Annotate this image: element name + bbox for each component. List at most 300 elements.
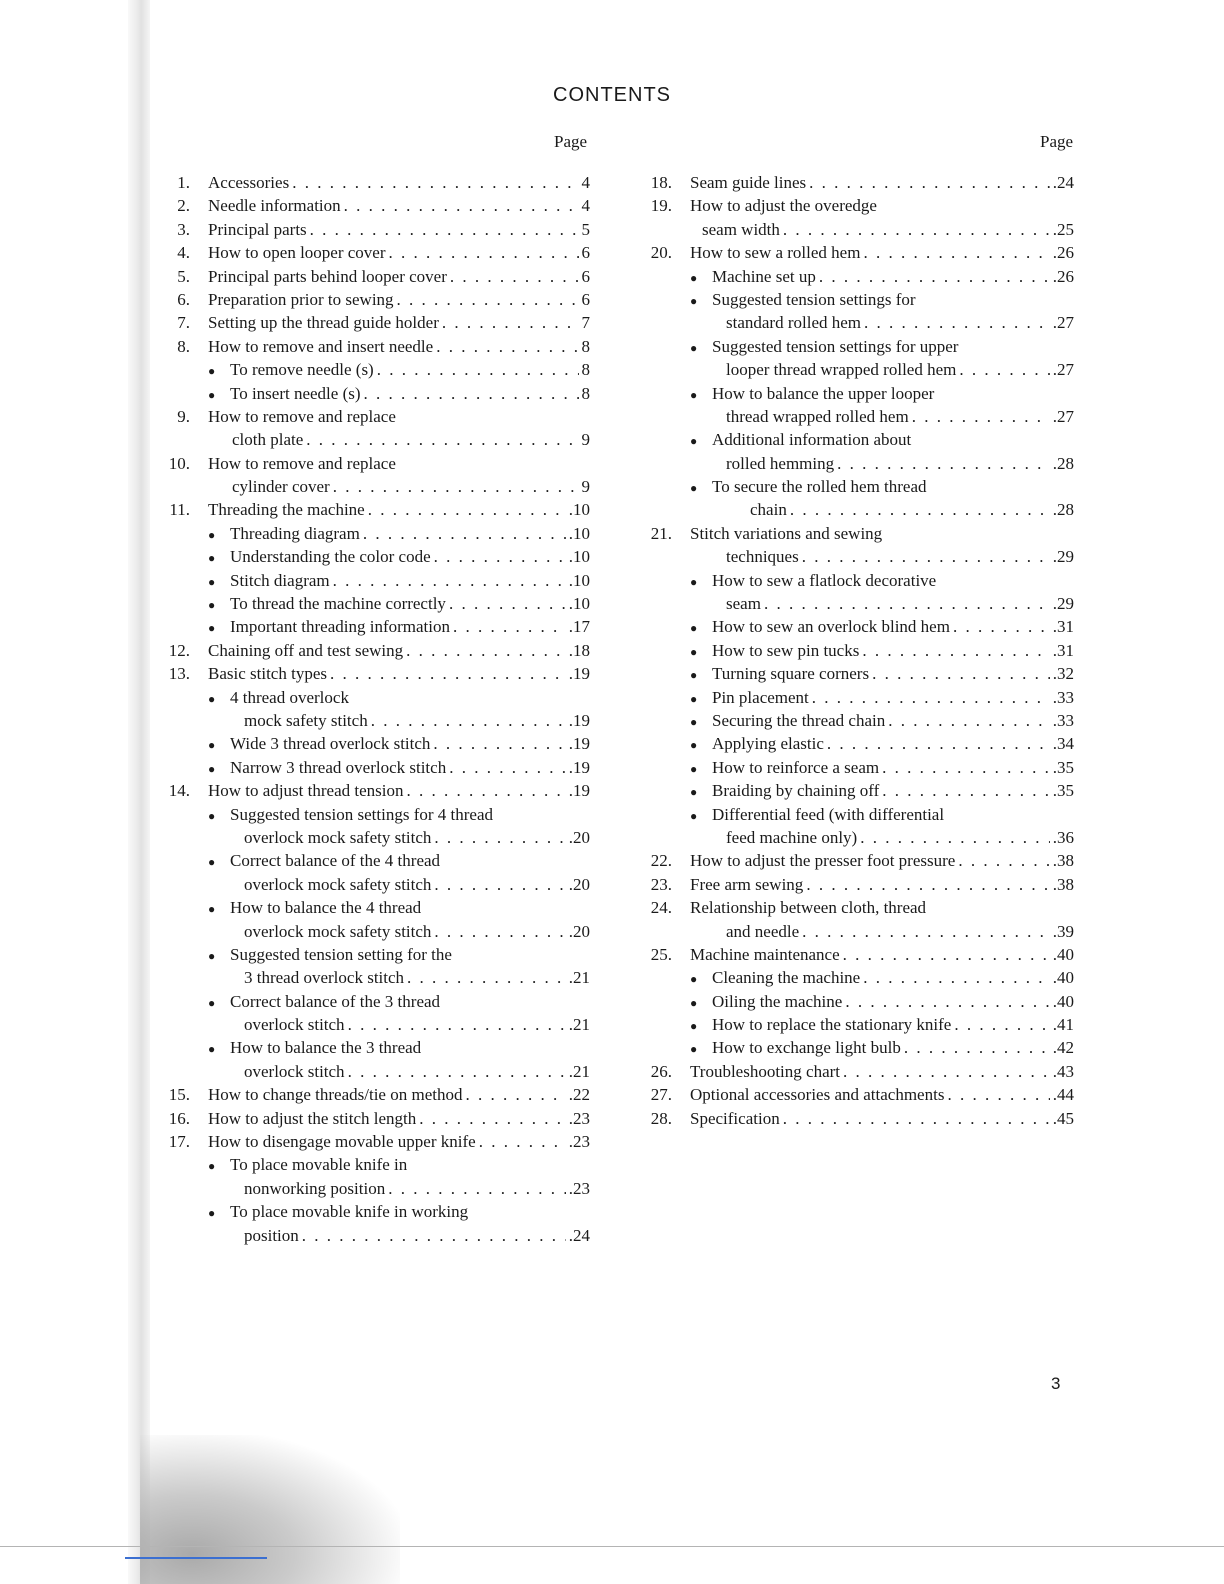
toc-page-number: .27 [1052,313,1074,333]
page-number: 3 [1051,1374,1061,1393]
toc-item-number: 24. [650,898,672,918]
toc-row [642,662,1074,685]
toc-page-number: .31 [1052,617,1074,637]
bullet-icon: ● [690,691,698,706]
toc-page-number: .20 [568,874,590,894]
toc-row [160,1224,590,1247]
toc-row [642,475,1074,498]
toc-entry-title: How to balance the 4 thread [230,898,422,918]
dot-leader [888,709,1050,732]
dot-leader [845,990,1049,1013]
toc-entry-title: To insert needle (s) [230,383,361,403]
toc-row [160,545,590,568]
bullet-icon: ● [208,598,216,613]
bullet-icon: ● [690,481,698,496]
toc-entry-title: How to sew a flatlock decorative [712,570,937,590]
toc-row [642,382,1074,405]
dot-leader [310,218,579,241]
toc-entry-title: standard rolled hem [726,313,862,333]
toc-page-number: .24 [1052,173,1074,192]
toc-item-number: 13. [168,664,190,684]
toc-page-number: .19 [568,781,590,801]
toc-entry-title: Basic stitch types [208,664,327,684]
dot-leader [802,545,1050,568]
dot-leader [959,358,1049,381]
toc-entry-title: To secure the rolled hem thread [712,477,927,497]
toc-entry-title: Wide 3 thread overlock stitch [230,734,431,754]
toc-row [642,171,1074,194]
toc-entry-title: Specification [690,1108,780,1128]
toc-page-number: .10 [568,523,590,543]
dot-leader [947,1083,1049,1106]
toc-row [160,592,590,615]
toc-entry-title: To place movable knife in working [230,1202,469,1222]
toc-page-number: .33 [1052,687,1074,707]
dot-leader [434,920,565,943]
bullet-icon: ● [208,574,216,589]
toc-row [642,849,1074,872]
toc-entry-title: position [244,1225,299,1245]
toc-page-number: .32 [1052,664,1074,684]
toc-row [160,1200,590,1223]
toc-page-number: .24 [568,1225,590,1245]
toc-row [160,288,590,311]
dot-leader [819,265,1050,288]
toc-entry-title: Suggested tension setting for the [230,944,452,964]
toc-row [642,803,1074,826]
toc-row [642,1107,1074,1130]
toc-page-number: .38 [1052,874,1074,894]
dot-leader [333,475,579,498]
bullet-icon: ● [690,270,698,285]
toc-entry-title: Suggested tension settings for upper [712,336,959,356]
toc-page-number: 5 [581,219,590,239]
toc-entry-title: chain [750,500,787,520]
toc-page-number: .21 [568,1015,590,1035]
dot-leader [371,709,566,732]
bullet-icon: ● [690,738,698,753]
toc-row [642,873,1074,896]
toc-row [642,288,1074,311]
toc-row [160,265,590,288]
toc-row [642,920,1074,943]
toc-item-number: 20. [650,243,672,263]
dot-leader [912,405,1050,428]
toc-entry-title: Understanding the color code [230,547,431,567]
dot-leader [389,241,579,264]
toc-row [160,311,590,334]
toc-page-number: 6 [581,243,590,263]
dot-leader [827,732,1050,755]
bullet-icon: ● [208,387,216,402]
toc-row [160,522,590,545]
toc-row [160,1130,590,1153]
dot-leader [397,288,579,311]
toc-row [160,1177,590,1200]
toc-row [642,709,1074,732]
dot-leader [453,615,566,638]
toc-page-number: .39 [1052,921,1074,941]
toc-page-number: .41 [1052,1015,1074,1035]
toc-page-number: .21 [568,968,590,988]
toc-entry-title: nonworking position [244,1178,386,1198]
toc-row [160,873,590,896]
blue-underline-mark [125,1557,267,1559]
toc-page-number: .20 [568,921,590,941]
toc-item-number: 22. [650,851,672,871]
toc-page-number: .27 [1052,360,1074,380]
toc-row [160,990,590,1013]
dot-leader [450,265,579,288]
dot-leader [292,171,578,194]
dot-leader [860,826,1050,849]
toc-row [160,826,590,849]
toc-item-number: 25. [650,944,672,964]
toc-entry-title: How to balance the upper looper [712,383,935,403]
toc-entry-title: Turning square corners [712,664,870,684]
toc-page-number: .31 [1052,640,1074,660]
toc-entry-title: How to remove and replace [208,453,396,473]
toc-row [160,569,590,592]
toc-item-number: 28. [650,1108,672,1128]
toc-page-number: 6 [581,289,590,309]
dot-leader [465,1083,565,1106]
toc-page-number: .27 [1052,406,1074,426]
toc-row [160,779,590,802]
toc-entry-title: How to sew a rolled hem [690,243,861,263]
dot-leader [812,686,1050,709]
dot-leader [449,592,566,615]
toc-row [642,522,1074,545]
toc-entry-title: mock safety stitch [244,710,368,730]
toc-page-number: .29 [1052,594,1074,614]
toc-entry-title: How to reinforce a seam [712,757,880,777]
toc-item-number: 7. [177,313,190,333]
toc-entry-title: Important threading information [230,617,450,637]
toc-entry-title: Optional accessories and attachments [690,1085,945,1105]
toc-row [642,545,1074,568]
toc-row [160,475,590,498]
toc-entry-title: Suggested tension settings for [712,289,916,309]
toc-entry-title: seam [726,594,761,614]
toc-page-number: .26 [1052,266,1074,286]
toc-entry-title: 4 thread overlock [230,687,349,707]
toc-row [642,615,1074,638]
toc-entry-title: Seam guide lines [690,173,807,192]
dot-leader [953,615,1050,638]
toc-entry-title: Setting up the thread guide holder [208,313,439,333]
toc-page-number: .28 [1052,453,1074,473]
dot-leader [333,569,566,592]
toc-row [642,428,1074,451]
toc-row [160,498,590,521]
toc-entry-title: How to remove and replace [208,406,396,426]
toc-page-number: .21 [568,1061,590,1081]
toc-entry-title: Suggested tension settings for 4 thread [230,804,493,824]
toc-page-number: .19 [568,664,590,684]
toc-entry-title: overlock mock safety stitch [244,827,432,847]
toc-page-number: 4 [581,196,590,216]
toc-page-number: 9 [581,430,590,450]
dot-leader [406,639,566,662]
toc-page-number: .23 [568,1178,590,1198]
bullet-icon: ● [690,1042,698,1057]
toc-page-number: .40 [1052,944,1074,964]
bullet-icon: ● [690,808,698,823]
scan-corner-shadow [140,1435,400,1584]
toc-item-number: 27. [650,1085,672,1105]
toc-page-number: .29 [1052,547,1074,567]
toc-page-number: .43 [1052,1061,1074,1081]
toc-left-column [160,171,590,1247]
bullet-icon: ● [208,621,216,636]
dot-leader [434,545,566,568]
bullet-icon: ● [690,621,698,636]
toc-entry-title: cylinder cover [232,477,330,497]
toc-row [160,662,590,685]
toc-row [160,452,590,475]
toc-page-number: .19 [568,757,590,777]
toc-row [642,1060,1074,1083]
toc-row [160,1107,590,1130]
toc-entry-title: How to disengage movable upper knife [208,1132,476,1152]
dot-leader [954,1013,1049,1036]
dot-leader [348,1013,566,1036]
toc-entry-title: Oiling the machine [712,991,843,1011]
toc-row [642,779,1074,802]
bullet-icon: ● [690,972,698,987]
toc-entry-title: Additional information about [712,430,912,450]
toc-item-number: 3. [177,219,190,239]
toc-row [160,920,590,943]
toc-item-number: 19. [650,196,672,216]
toc-entry-title: Correct balance of the 3 thread [230,991,441,1011]
dot-leader [882,779,1049,802]
toc-entry-title: Narrow 3 thread overlock stitch [230,757,447,777]
dot-leader [407,966,566,989]
toc-row [642,756,1074,779]
toc-page-number: .10 [568,594,590,614]
toc-entry-title: How to remove and insert needle [208,336,434,356]
page-column-heading-right: Page [1040,132,1074,151]
toc-row [160,943,590,966]
dot-leader [344,194,579,217]
dot-leader [872,662,1050,685]
dot-leader [406,779,565,802]
toc-entry-title: feed machine only) [726,827,858,847]
toc-row [642,896,1074,919]
toc-entry-title: overlock mock safety stitch [244,874,432,894]
toc-entry-title: Threading the machine [208,500,365,520]
toc-entry-title: Free arm sewing [690,874,804,894]
toc-row [160,686,590,709]
dot-leader [863,966,1050,989]
toc-row [642,990,1074,1013]
dot-leader [388,1177,566,1200]
toc-row [642,826,1074,849]
toc-row [642,592,1074,615]
toc-item-number: 17. [168,1132,190,1152]
toc-item-number: 9. [177,406,190,426]
toc-entry-title: How to exchange light bulb [712,1038,901,1058]
toc-row [160,756,590,779]
toc-entry-title: Principal parts [208,219,307,239]
bullet-icon: ● [208,948,216,963]
dot-leader [802,920,1050,943]
toc-row [642,452,1074,475]
bullet-icon: ● [690,574,698,589]
toc-row [160,849,590,872]
toc-entry-title: techniques [726,547,799,567]
bullet-icon: ● [690,644,698,659]
toc-entry-title: seam width [702,219,780,239]
toc-item-number: 14. [168,781,190,801]
toc-page-number: .33 [1052,710,1074,730]
toc-entry-title: How to adjust the stitch length [208,1108,417,1128]
dot-leader [364,382,579,405]
toc-entry-title: To remove needle (s) [230,360,374,380]
toc-row [642,311,1074,334]
toc-row [160,1013,590,1036]
toc-entry-title: thread wrapped rolled hem [726,406,909,426]
toc-page-number: .40 [1052,991,1074,1011]
toc-entry-title: To place movable knife in [230,1155,408,1175]
toc-row [160,1060,590,1083]
toc-row [642,265,1074,288]
bullet-icon: ● [208,1206,216,1221]
dot-leader [764,592,1050,615]
bullet-icon: ● [690,1019,698,1034]
toc-entry-title: Braiding by chaining off [712,781,880,801]
toc-entry-title: overlock stitch [244,1015,345,1035]
toc-page-number: 8 [581,336,590,356]
toc-item-number: 11. [169,500,190,520]
dot-leader [904,1036,1050,1059]
toc-row [160,639,590,662]
toc-row [160,1153,590,1176]
bullet-icon: ● [208,855,216,870]
dot-leader [363,522,566,545]
toc-row [160,194,590,217]
dot-leader [862,639,1049,662]
toc-entry-title: How to balance the 3 thread [230,1038,422,1058]
toc-entry-title: Securing the thread chain [712,710,886,730]
bullet-icon: ● [208,364,216,379]
toc-entry-title: To thread the machine correctly [230,594,446,614]
dot-leader [306,428,578,451]
bullet-icon: ● [690,761,698,776]
dot-leader [434,873,565,896]
toc-page-number: .35 [1052,757,1074,777]
dot-leader [434,826,565,849]
toc-page-number: .23 [568,1108,590,1128]
toc-entry-title: How to replace the stationary knife [712,1015,952,1035]
bullet-icon: ● [690,995,698,1010]
toc-row [642,569,1074,592]
toc-entry-title: overlock mock safety stitch [244,921,432,941]
toc-entry-title: Chaining off and test sewing [208,640,404,660]
toc-entry-title: Stitch diagram [230,570,330,590]
dot-leader [806,873,1049,896]
toc-row [160,1036,590,1059]
toc-item-number: 6. [177,289,190,309]
toc-right-column [642,171,1074,1130]
toc-entry-title: Troubleshooting chart [690,1061,841,1081]
toc-row [642,686,1074,709]
dot-leader [442,311,579,334]
toc-item-number: 10. [168,453,190,473]
page-column-heading-left: Page [554,132,588,151]
bullet-icon: ● [208,527,216,542]
bullet-icon: ● [208,1159,216,1174]
dot-leader [783,218,1050,241]
toc-page-number: .18 [568,640,590,660]
toc-row [160,896,590,919]
toc-entry-title: Cleaning the machine [712,968,861,988]
toc-entry-title: 3 thread overlock stitch [244,968,405,988]
toc-entry-title: Machine set up [712,266,816,286]
dot-leader [449,756,566,779]
toc-row [160,709,590,732]
bullet-icon: ● [208,761,216,776]
toc-page-number: 8 [581,383,590,403]
toc-page-number: .36 [1052,827,1074,847]
dot-leader [348,1060,566,1083]
bullet-icon: ● [690,387,698,402]
toc-row [160,171,590,194]
dot-leader [809,171,1050,194]
page-title: CONTENTS [553,84,671,106]
dot-leader [843,1060,1050,1083]
toc-page-number: 4 [581,173,590,192]
toc-item-number: 12. [168,640,190,660]
toc-row [160,241,590,264]
toc-page-number: .22 [568,1085,590,1105]
toc-page-number: .40 [1052,968,1074,988]
toc-row [642,194,1074,217]
toc-row [160,382,590,405]
bullet-icon: ● [208,902,216,917]
bullet-icon: ● [208,738,216,753]
toc-entry-title: How to adjust the presser foot pressure [690,851,956,871]
toc-row [160,803,590,826]
toc-item-number: 5. [177,266,190,286]
toc-entry-title: Pin placement [712,687,809,707]
toc-item-number: 18. [650,173,672,192]
toc-page-number: .26 [1052,243,1074,263]
toc-row [642,498,1074,521]
toc-entry-title: Needle information [208,196,341,216]
toc-page-number: .25 [1052,219,1074,239]
toc-page-number: 6 [581,266,590,286]
toc-entry-title: Stitch variations and sewing [690,523,883,543]
toc-entry-title: Principal parts behind looper cover [208,266,447,286]
toc-row [160,335,590,358]
toc-item-number: 1. [177,173,190,192]
toc-entry-title: Accessories [208,173,290,192]
toc-item-number: 8. [177,336,190,356]
dot-leader [783,1107,1050,1130]
dot-leader [436,335,578,358]
toc-entry-title: Threading diagram [230,523,360,543]
toc-entry-title: How to adjust thread tension [208,781,404,801]
binding-edge-shadow [128,0,150,1584]
toc-row [642,966,1074,989]
bullet-icon: ● [208,691,216,706]
toc-row [160,405,590,428]
toc-row [642,358,1074,381]
toc-entry-title: Preparation prior to sewing [208,289,394,309]
